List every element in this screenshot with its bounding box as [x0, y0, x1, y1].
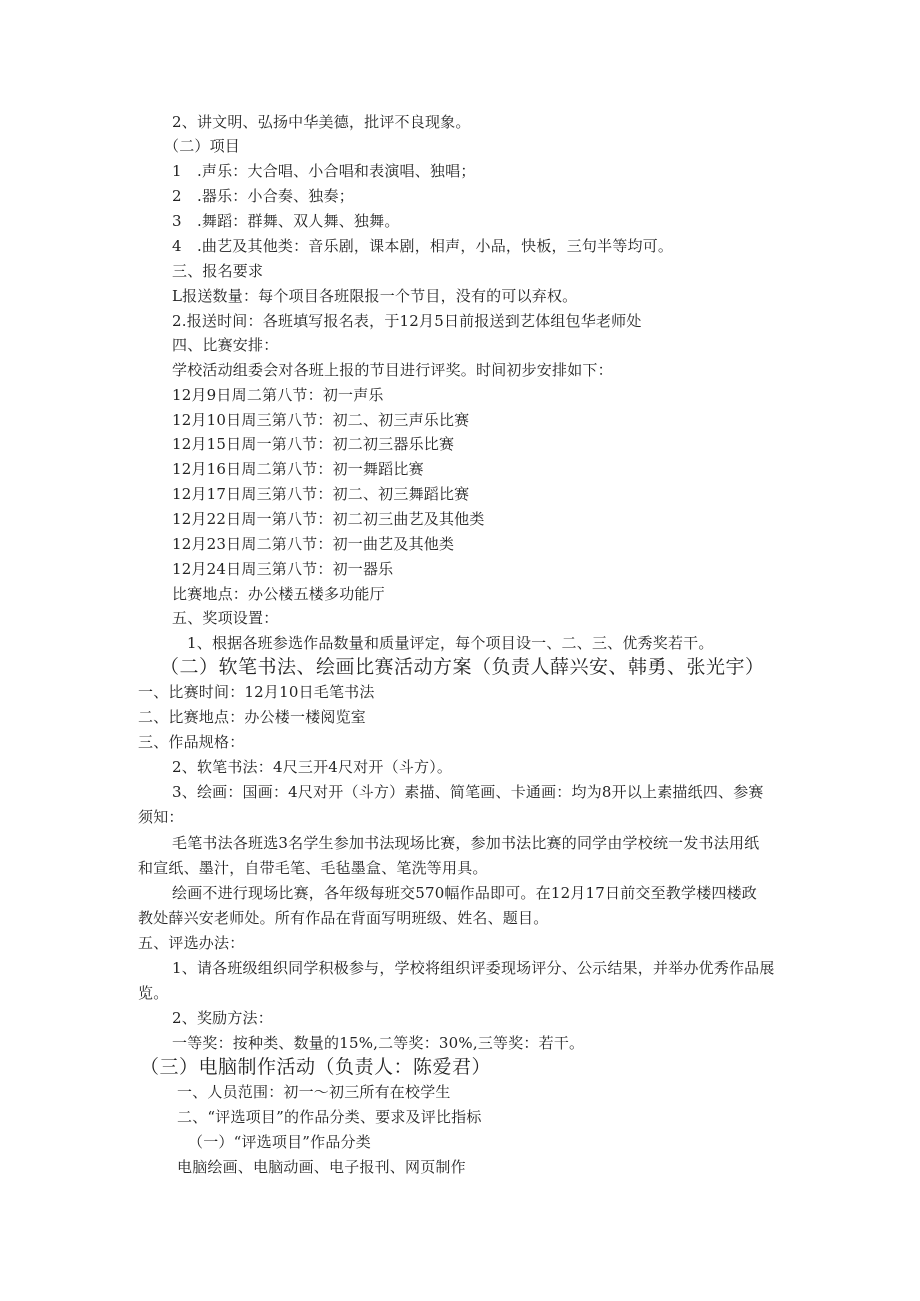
schedule-item: 12月22日周一第八节：初二初三曲艺及其他类 — [172, 510, 485, 528]
section-heading: 五、奖项设置： — [172, 609, 279, 627]
text-line: 毛笔书法各班选3名学生参加书法现场比赛，参加书法比赛的同学由学校统一发书法用纸 — [172, 834, 760, 852]
section-heading: 一、比赛时间：12月10日毛笔书法 — [138, 683, 375, 701]
section-heading: 四、比赛安排： — [172, 336, 279, 354]
text-line: 学校活动组委会对各班上报的节目进行评奖。时间初步安排如下： — [172, 361, 613, 379]
list-item: 3 .舞蹈：群舞、双人舞、独舞。 — [172, 212, 400, 230]
text-line: 2、软笔书法：4尺三开4尺对开（斗方）。 — [172, 758, 453, 776]
text-line: L报送数量：每个项目各班限报一个节目，没有的可以弃权。 — [172, 287, 578, 305]
schedule-item: 12月23日周二第八节：初一曲艺及其他类 — [172, 535, 455, 553]
subheading: （一）“评选项目”作品分类 — [188, 1133, 371, 1151]
text-line: 和宣纸、墨汁，自带毛笔、毛毡墨盒、笔洗等用具。 — [138, 859, 488, 877]
schedule-item: 12月16日周二第八节：初一舞蹈比赛 — [172, 460, 424, 478]
text-line: 一等奖：按种类、数量的15%,二等奖：30%,三等奖：若干。 — [172, 1034, 585, 1052]
text-line: 教处薛兴安老师处。所有作品在背面写明班级、姓名、题目。 — [138, 909, 549, 927]
section-heading: 二、比赛地点：办公楼一楼阅览室 — [138, 708, 367, 726]
list-item: 2 .器乐：小合奏、独奏； — [172, 187, 354, 205]
text-line: 览。 — [138, 984, 169, 1002]
schedule-item: 12月10日周三第八节：初二、初三声乐比赛 — [172, 411, 470, 429]
schedule-item: 12月24日周三第八节：初一器乐 — [172, 560, 394, 578]
schedule-item: 12月17日周三第八节：初二、初三舞蹈比赛 — [172, 485, 470, 503]
text-line: 比赛地点：办公楼五楼多功能厅 — [172, 585, 385, 603]
text-line: 须知： — [138, 808, 184, 826]
text-line: 1、请各班级组织同学积极参与，学校将组织评委现场评分、公示结果，并举办优秀作品展 — [172, 959, 775, 977]
schedule-item: 12月15日周一第八节：初二初三器乐比赛 — [172, 435, 455, 453]
text-line: 2.报送时间：各班填写报名表，于12月5日前报送到艺体组包华老师处 — [172, 312, 642, 330]
schedule-item: 12月9日周二第八节：初一声乐 — [172, 386, 384, 404]
text-line: 3、绘画：国画：4尺对开（斗方）素描、简笔画、卡通画：均为8开以上素描纸四、参赛 — [172, 783, 764, 801]
section-heading: 三、作品规格： — [138, 733, 245, 751]
section-heading: 五、评选办法： — [138, 934, 245, 952]
section-heading: 二、“评选项目”的作品分类、要求及评比指标 — [177, 1108, 482, 1126]
text-line: 绘画不进行现场比赛，各年级每班交570幅作品即可。在12月17日前交至教学楼四楼政 — [172, 884, 758, 902]
text-line: 2、奖励方法： — [172, 1009, 273, 1027]
text-line: 电脑绘画、电脑动画、电子报刊、网页制作 — [177, 1158, 466, 1176]
section-heading: 一、人员范围：初一～初三所有在校学生 — [177, 1083, 451, 1101]
text-line: 1、根据各班参选作品数量和质量评定，每个项目设一、二、三、优秀奖若干。 — [187, 634, 714, 652]
list-item: 1 .声乐：大合唱、小合唱和表演唱、独唱； — [172, 162, 476, 180]
list-item: 4 .曲艺及其他类：音乐剧，课本剧，相声，小品，快板，三句半等均可。 — [172, 237, 674, 255]
text-line: 2、讲文明、弘扬中华美德，批评不良现象。 — [172, 113, 471, 131]
section-heading: 三、报名要求 — [172, 262, 264, 280]
subheading-projects: （二）项目 — [164, 137, 241, 155]
plan-heading-calligraphy: （二）软笔书法、绘画比赛活动方案（负责人薛兴安、韩勇、张光宇） — [160, 656, 765, 678]
plan-heading-computer: （三）电脑制作活动（负责人：陈爱君） — [140, 1056, 492, 1078]
